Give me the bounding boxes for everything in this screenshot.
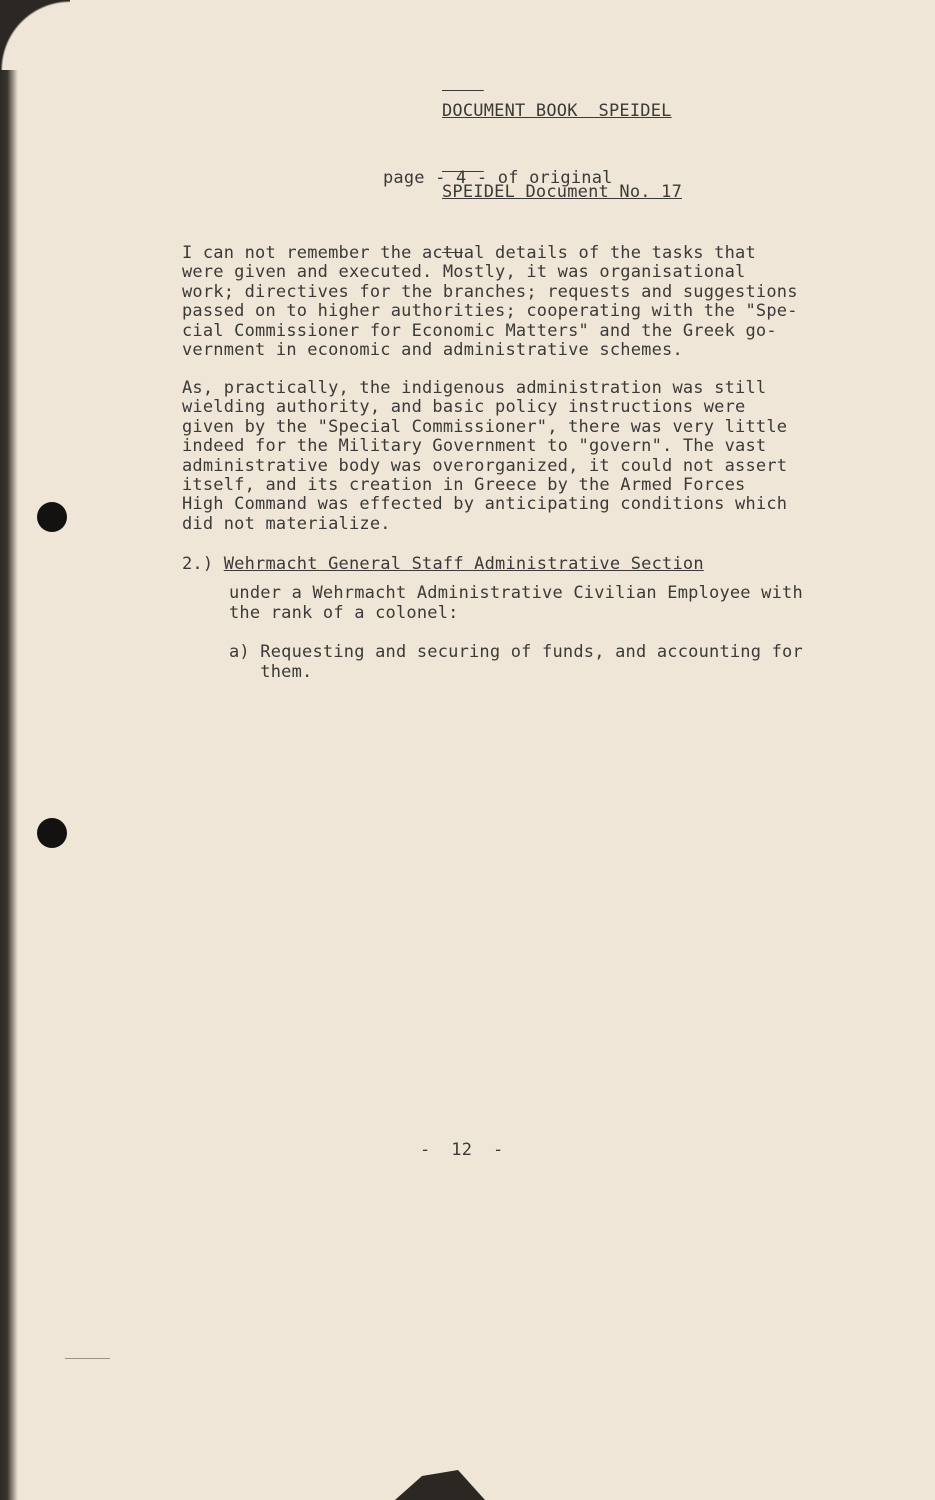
document-header xyxy=(442,44,682,260)
item-2-heading xyxy=(182,554,704,574)
original-page-reference: page - 4 - of original xyxy=(383,168,613,188)
scan-bottom-clip xyxy=(395,1470,485,1500)
item-2-sub-a: a) Requesting and securing of funds, and accounting for them. xyxy=(229,642,803,682)
punch-hole-bottom xyxy=(37,818,67,848)
header-line-1: DOCUMENT BOOK SPEIDEL xyxy=(442,101,672,121)
item-2-body: under a Wehrmacht Administrative Civilian Employee with the rank of a colonel: xyxy=(229,583,803,623)
page-number: - 12 - xyxy=(420,1140,504,1160)
item-2-title: Wehrmacht General Staff Administrative Section xyxy=(223,554,704,574)
paragraph-2: As, practically, the indigenous administration was still wielding authority, and basic policy instructions were given by the "Special Commissioner", there was very little indeed for the Military Government to "govern". The vast administrative body was overorganized, it could not assert itself, and its creation in Greece by the Armed Forces High Command was effected by anticipating conditions which did not materialize. xyxy=(182,378,788,534)
item-2-number: 2.) xyxy=(182,554,214,574)
margin-mark xyxy=(65,1358,110,1359)
header-line-2: SPEIDEL Document No. 17 xyxy=(442,182,683,202)
punch-hole-top xyxy=(37,502,67,532)
page-corner-curl xyxy=(0,0,70,70)
scan-left-edge xyxy=(0,0,18,1500)
paragraph-1: I can not remember the actual details of the tasks that were given and executed. Mostly, it was organisational work; directives for the branches; requests and suggestions passed on to higher authorities; cooperating with the "Spe- cial Commissioner for Economic Matters" and the Greek go- vernment in economic and administrative schemes. xyxy=(182,243,798,361)
